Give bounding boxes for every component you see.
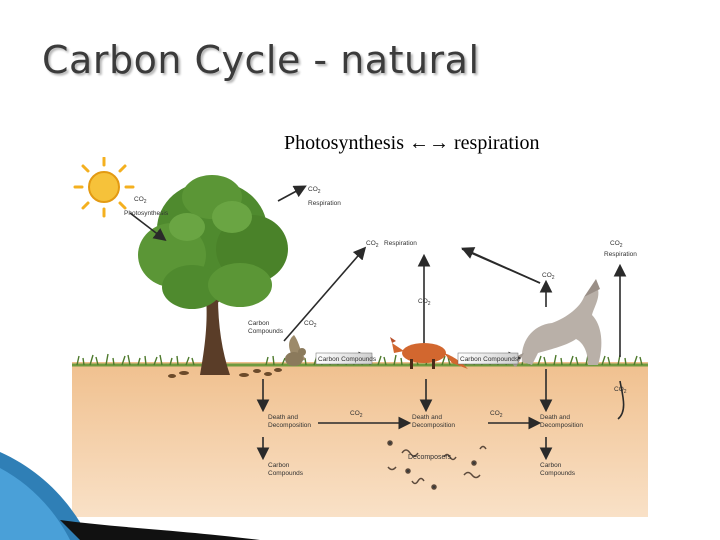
carbon-compounds-label: Compounds: [268, 470, 304, 477]
carbon-compounds-label: Carbon: [540, 462, 562, 469]
carbon-compounds-box: [316, 353, 377, 364]
death-decomposition-label: Death and: [540, 414, 570, 421]
co2-label: $CO_2$: [614, 386, 627, 395]
co2-label: $CO_2$: [490, 410, 503, 419]
photosynthesis-label: Photosynthesis: [124, 210, 169, 217]
death-decomposition-label: Decomposition: [412, 422, 455, 429]
wolf-icon: [513, 279, 602, 367]
carbon-compounds-label: Carbon: [248, 320, 270, 327]
svg-text:Carbon Compounds: Carbon Compounds: [460, 356, 519, 363]
decomposers-label: Decomposers: [408, 454, 452, 461]
sun-icon: [75, 158, 133, 216]
co2-label: $CO_2$: [418, 298, 431, 307]
carbon-compounds-label: Compounds: [248, 328, 284, 335]
co2-label: $CO_2$: [610, 240, 623, 249]
tree: [138, 175, 288, 375]
respiration-label: Respiration: [604, 251, 637, 258]
co2-label: $CO_2$: [134, 196, 147, 205]
respiration-label: Respiration: [384, 240, 417, 247]
co2-label: $CO_2$: [350, 410, 363, 419]
carbon-cycle-diagram: [72, 157, 648, 517]
co2-label: $CO_2$: [366, 240, 379, 249]
carbon-compounds-label: Compounds: [540, 470, 576, 477]
arrow-wolf-respiration: [464, 249, 540, 283]
diagram-subtitle: Photosynthesis ←→ respiration: [284, 132, 540, 154]
death-decomposition-label: Decomposition: [540, 422, 583, 429]
death-decomposition-label: Decomposition: [268, 422, 311, 429]
death-decomposition-label: Death and: [268, 414, 298, 421]
carbon-compounds-box: [458, 353, 519, 364]
svg-text:Carbon Compounds: Carbon Compounds: [318, 356, 377, 363]
carbon-compounds-label: Carbon: [268, 462, 290, 469]
slide-title: Carbon Cycle - natural: [42, 38, 480, 82]
soil: [72, 362, 648, 517]
co2-label: $CO_2$: [542, 272, 555, 281]
death-decomposition-label: Death and: [412, 414, 442, 421]
co2-label: $CO_2$: [308, 186, 321, 195]
squirrel-icon: [285, 335, 306, 366]
respiration-label: Respiration: [308, 200, 341, 207]
co2-label: $CO_2$: [304, 320, 317, 329]
